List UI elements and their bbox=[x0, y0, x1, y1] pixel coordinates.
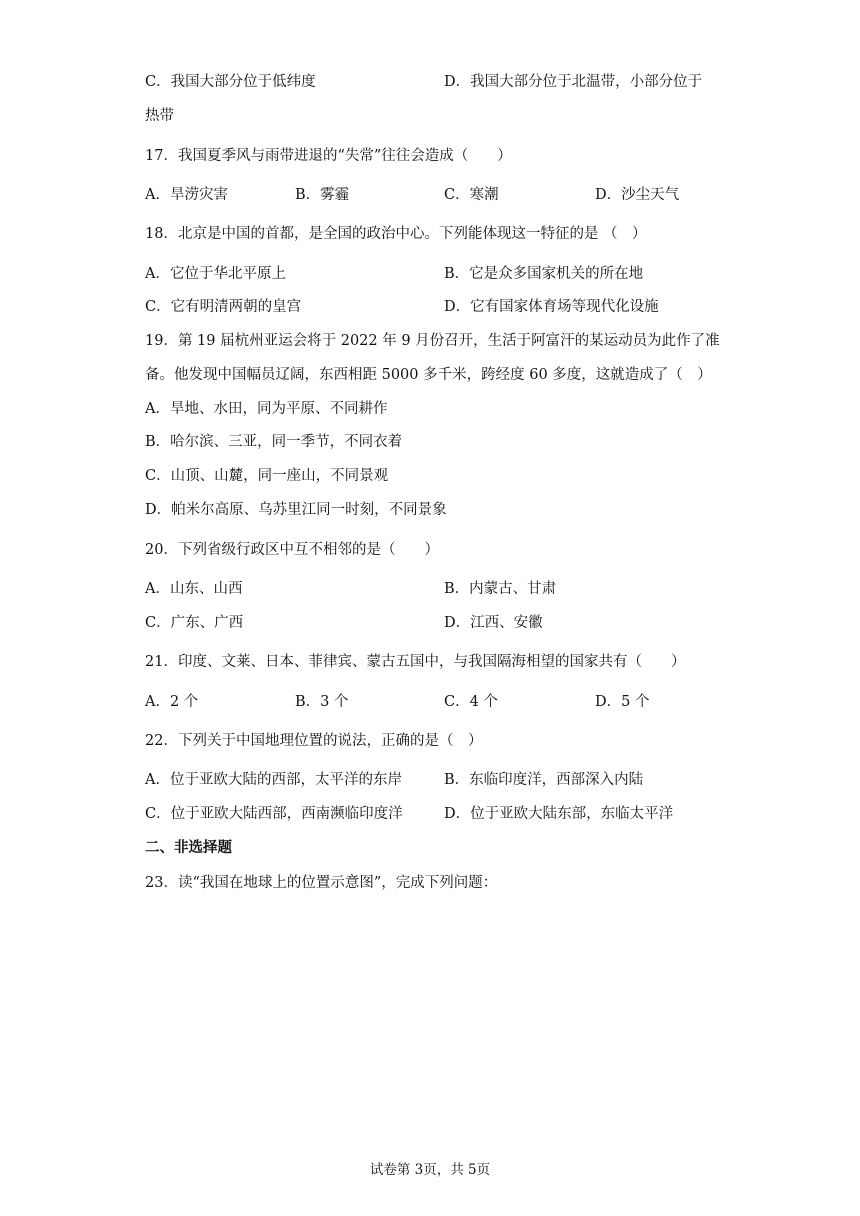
q18-stem: 18．北京是中国的首都，是全国的政治中心。下列能体现这一特征的是 （ ） bbox=[145, 226, 647, 242]
q22-option-c: C．位于亚欧大陆西部，西南濒临印度洋 bbox=[145, 806, 403, 822]
q22-option-b: B．东临印度洋，西部深入内陆 bbox=[444, 772, 644, 788]
q22-option-a: A．位于亚欧大陆的西部，太平洋的东岸 bbox=[145, 772, 402, 788]
q18-option-d: D．它有国家体育场等现代化设施 bbox=[444, 299, 659, 315]
q18-option-b: B．它是众多国家机关的所在地 bbox=[444, 266, 644, 282]
q19-stem-line1: 19．第 19 届杭州亚运会将于 2022 年 9 月份召开，生活于阿富汗的某运动员为此作了准 bbox=[145, 333, 720, 349]
q20-option-d: D．江西、安徽 bbox=[444, 615, 543, 631]
q22-stem: 22．下列关于中国地理位置的说法，正确的是（ ） bbox=[145, 733, 483, 749]
q19-option-b: B．哈尔滨、三亚，同一季节，不同衣着 bbox=[145, 434, 403, 450]
q17-option-b: B．雾霾 bbox=[295, 187, 350, 203]
q17-option-a: A．旱涝灾害 bbox=[145, 187, 228, 203]
q23-stem: 23．读“我国在地球上的位置示意图”，完成下列问题： bbox=[145, 875, 498, 891]
q21-option-b: B．3 个 bbox=[295, 694, 349, 710]
q17-option-d: D．沙尘天气 bbox=[595, 187, 680, 203]
q21-option-d: D．5 个 bbox=[595, 694, 650, 710]
q18-option-c: C．它有明清两朝的皇宫 bbox=[145, 299, 302, 315]
q20-stem: 20．下列省级行政区中互不相邻的是（ ） bbox=[145, 542, 439, 558]
q21-stem: 21．印度、文莱、日本、菲律宾、蒙古五国中，与我国隔海相望的国家共有（ ） bbox=[145, 654, 686, 670]
q19-option-c: C．山顶、山麓，同一座山，不同景观 bbox=[145, 468, 389, 484]
q21-option-c: C．4 个 bbox=[444, 694, 498, 710]
q22-option-d: D．位于亚欧大陆东部，东临太平洋 bbox=[444, 806, 674, 822]
q16-option-d: D．我国大部分位于北温带，小部分位于 bbox=[444, 74, 703, 90]
q17-option-c: C．寒潮 bbox=[444, 187, 499, 203]
q19-option-d: D．帕米尔高原、乌苏里江同一时刻，不同景象 bbox=[145, 502, 447, 518]
section-title: 二、非选择题 bbox=[145, 839, 232, 856]
q20-option-c: C．广东、广西 bbox=[145, 615, 244, 631]
q17-stem: 17．我国夏季风与雨带进退的“失常”往往会造成（ ） bbox=[145, 148, 512, 164]
q16-option-c: C．我国大部分位于低纬度 bbox=[145, 74, 316, 90]
q20-option-a: A．山东、山西 bbox=[145, 581, 243, 597]
q19-option-a: A．旱地、水田，同为平原、不同耕作 bbox=[145, 401, 388, 417]
page-footer: 试卷第 3页，共 5页 bbox=[369, 1162, 491, 1178]
q20-option-b: B．内蒙古、甘肃 bbox=[444, 581, 557, 597]
q19-stem-line2: 备。他发现中国幅员辽阔，东西相距 5000 多千米，跨经度 60 多度，这就造成了（ ） bbox=[145, 367, 712, 383]
q18-option-a: A．它位于华北平原上 bbox=[145, 266, 286, 282]
q21-option-a: A．2 个 bbox=[145, 694, 199, 710]
q16-option-d-continuation: 热带 bbox=[145, 108, 174, 124]
